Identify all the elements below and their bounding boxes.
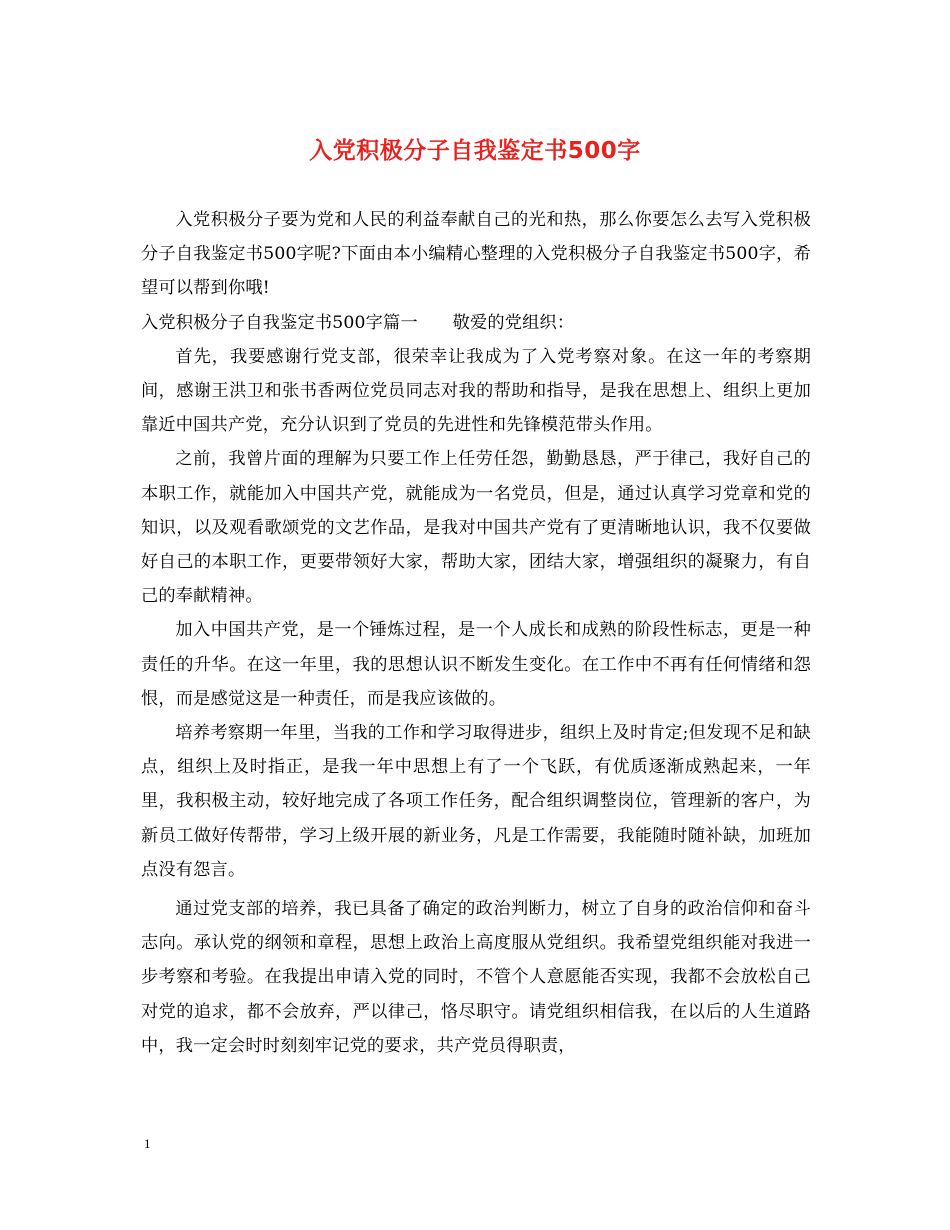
intro-paragraph: 入党积极分子要为党和人民的利益奉献自己的光和热，那么你要怎么去写入党积极分子自我鉴定书500字呢?下面由本小编精心整理的入党积极分子自我鉴定书500字，希望可以帮到你哦! [141, 210, 811, 299]
body-paragraph: 之前，我曾片面的理解为只要工作上任劳任怨，勤勤恳恳，严于律己，我好自己的本职工作，就能加入中国共产党，就能成为一名党员，但是，通过认真学习党章和党的知识，以及观看歌颂党的文艺作品，是我对中国共产党有了更清晰地认识，我不仅要做好自己的本职工作，更要带领好大家，帮助大家，团结大家，增强组织的凝聚力，有自己的奉献精神。 [141, 449, 811, 607]
body-paragraph: 通过党支部的培养，我已具备了确定的政治判断力，树立了自身的政治信仰和奋斗志向。承认党的纲领和章程，思想上政治上高度服从党组织。我希望党组织能对我进一步考察和考验。在我提出申请入党的同时，不管个人意愿能否实现，我都不会放松自己对党的追求，都不会放弃，严以律己，恪尽职守。请党组织相信我，在以后的人生道路中，我一定会时时刻刻牢记党的要求，共产党员得职责， [141, 899, 811, 1056]
body-paragraph: 首先，我要感谢行党支部，很荣幸让我成为了入党考察对象。在这一年的考察期间，感谢王洪卫和张书香两位党员同志对我的帮助和指导，是我在思想上、组织上更加靠近中国共产党，充分认识到了党员的先进性和先锋模范带头作用。 [141, 346, 811, 436]
document-body [141, 203, 811, 1063]
section-heading: 入党积极分子自我鉴定书500字篇一 敬爱的党组织： [141, 312, 575, 333]
body-paragraph: 培养考察期一年里，当我的工作和学习取得进步，组织上及时肯定;但发现不足和缺点，组织上及时指正，是我一年中思想上有了一个飞跃，有优质逐渐成熟起来，一年里，我积极主动，较好地完成了各项工作任务，配合组织调整岗位，管理新的客户，为新员工做好传帮带，学习上级开展的新业务，凡是工作需要，我能随时随补缺，加班加点没有怨言。 [141, 723, 811, 880]
page-number: 1 [144, 1136, 151, 1151]
document-title: 入党积极分子自我鉴定书500字 [309, 138, 641, 164]
body-paragraph: 加入中国共产党，是一个锤炼过程，是一个人成长和成熟的阶段性标志，更是一种责任的升华。在这一年里，我的思想认识不断发生变化。在工作中不再有任何情绪和怨恨，而是感觉这是一种责任，而是我应该做的。 [141, 620, 811, 709]
